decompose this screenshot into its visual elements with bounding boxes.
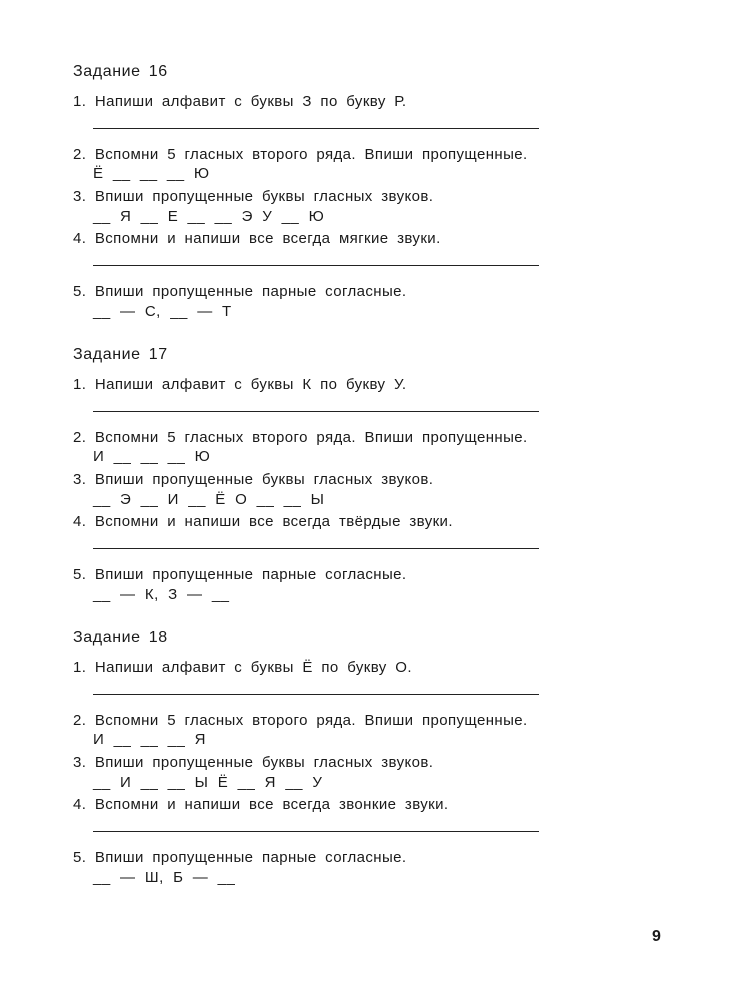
answer-line[interactable] — [93, 128, 539, 129]
answer-line[interactable] — [93, 265, 539, 266]
task-item-1: 1. Напиши алфавит с буквы З по букву Р. — [73, 93, 407, 110]
task-item-2-letters: И __ __ __ Ю — [93, 448, 211, 465]
task-item-3: 3. Впиши пропущенные буквы гласных звуков. — [73, 754, 434, 771]
answer-line[interactable] — [93, 831, 539, 832]
task-item-4: 4. Вспомни и напиши все всегда звонкие звуки. — [73, 796, 449, 813]
task-item-3-letters: __ Э __ И __ Ё О __ __ Ы — [93, 491, 325, 508]
answer-line[interactable] — [93, 411, 539, 412]
task-item-4: 4. Вспомни и напиши все всегда твёрдые звуки. — [73, 513, 453, 530]
task-item-2: 2. Вспомни 5 гласных второго ряда. Впиши пропущенные. — [73, 146, 528, 163]
task-item-5: 5. Впиши пропущенные парные согласные. — [73, 566, 407, 583]
task-item-2-letters: И __ __ __ Я — [93, 731, 207, 748]
task-item-5-letters: __ — С, __ — Т — [93, 303, 232, 320]
task-item-5: 5. Впиши пропущенные парные согласные. — [73, 283, 407, 300]
task-item-2: 2. Вспомни 5 гласных второго ряда. Впиши пропущенные. — [73, 712, 528, 729]
task-item-3-letters: __ Я __ Е __ __ Э У __ Ю — [93, 208, 325, 225]
answer-line[interactable] — [93, 548, 539, 549]
task-item-2: 2. Вспомни 5 гласных второго ряда. Впиши пропущенные. — [73, 429, 528, 446]
task-item-3: 3. Впиши пропущенные буквы гласных звуков. — [73, 188, 434, 205]
task-item-5: 5. Впиши пропущенные парные согласные. — [73, 849, 407, 866]
task-item-2-letters: Ё __ __ __ Ю — [93, 165, 210, 182]
task-item-3: 3. Впиши пропущенные буквы гласных звуков. — [73, 471, 434, 488]
task-item-5-letters: __ — Ш, Б — __ — [93, 869, 236, 886]
task-item-1: 1. Напиши алфавит с буквы К по букву У. — [73, 376, 407, 393]
task-item-1: 1. Напиши алфавит с буквы Ё по букву О. — [73, 659, 412, 676]
task-title: Задание 18 — [73, 629, 168, 646]
task-item-5-letters: __ — К, З — __ — [93, 586, 230, 603]
task-item-4: 4. Вспомни и напиши все всегда мягкие звуки. — [73, 230, 441, 247]
task-title: Задание 16 — [73, 63, 168, 80]
page-number: 9 — [652, 928, 661, 945]
task-title: Задание 17 — [73, 346, 168, 363]
task-item-3-letters: __ И __ __ Ы Ё __ Я __ У — [93, 774, 323, 791]
answer-line[interactable] — [93, 694, 539, 695]
